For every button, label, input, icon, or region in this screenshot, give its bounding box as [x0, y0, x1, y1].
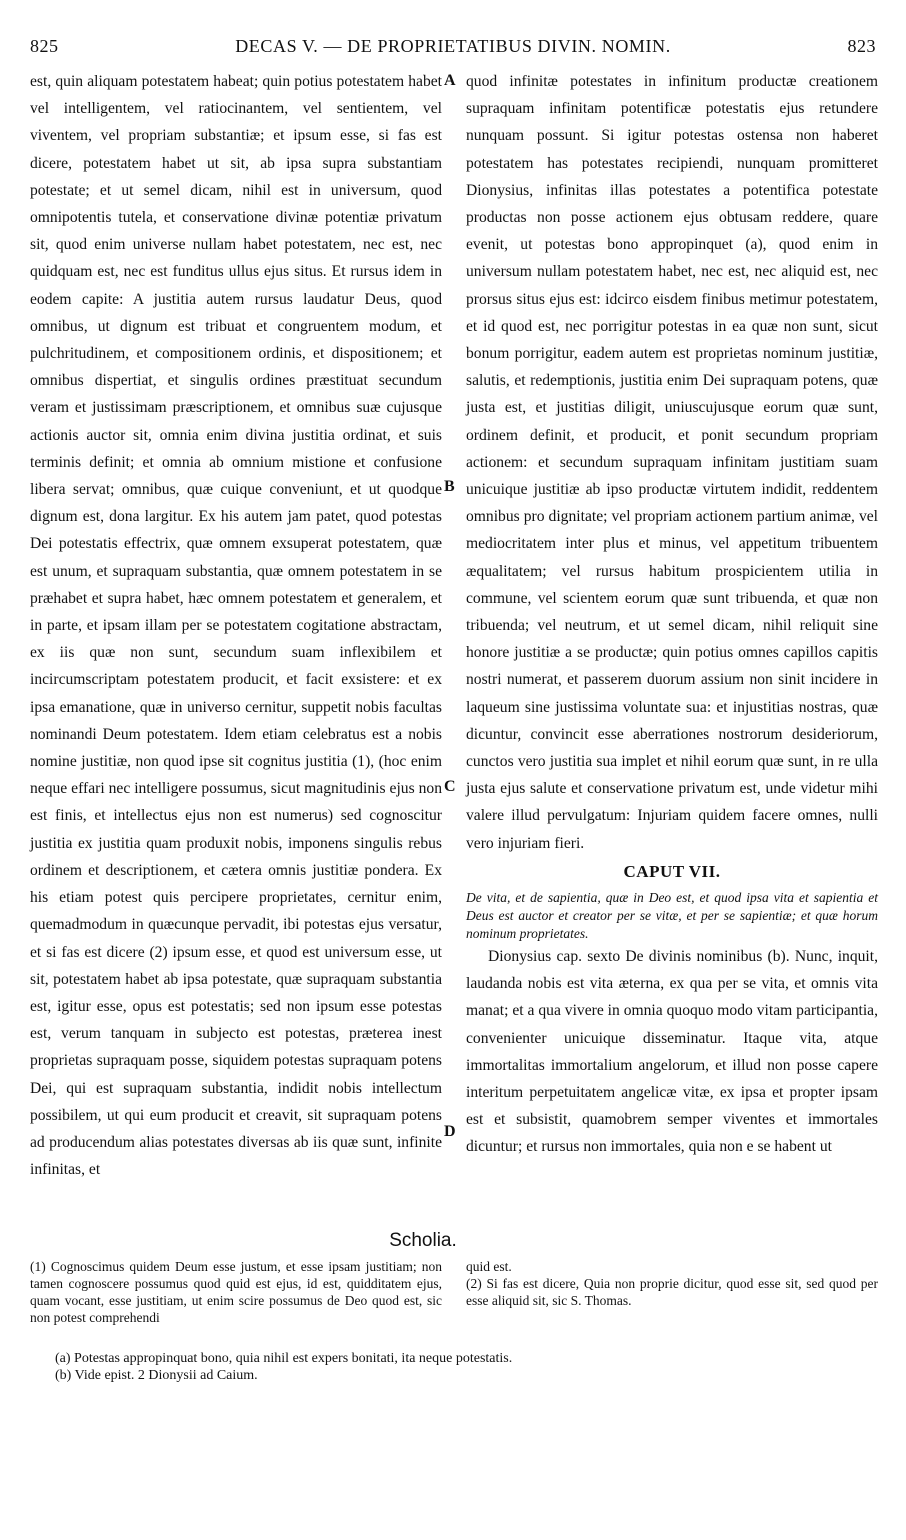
running-header: [30, 36, 876, 64]
scholia-left: [30, 1258, 442, 1326]
chapter-summary: De vita, et de sapientia, quæ in Deo est, et quod ipsa vita et sapientia et Deus est auctor et creator per se vitæ, et per se sapientiæ; et quæ horum nominum proprietates.: [466, 889, 878, 941]
scholia-heading: Scholia.: [389, 1230, 457, 1251]
right-column-text-top: quod infinitæ potestates in infinitum productæ creationem supraquam infinitam potentificæ potestatis ejus retundere nunquam possunt. Si igitur potestas ostensa non haberet potestatem has potestates recipiendi, nunquam promitteret Dionysius, infinitas illas potestates a potentifica potestate productas non posse actionem ejus obtusam reddere, quare evenit, ut potestas bono appropinquet (a), quod enim in universum nullam potestatem habet, nec est, nec aliquid est, nec prorsus situs ejus est: idcirco eisdem finibus metimur potestatem, et id quod est, nec porrigitur potestas in ea quæ non sunt, sicut bonum porrigitur, eadem autem est proprietas nominum justitiæ, salutis, et redemptionis, justitia enim Dei supraquam potens, quæ justa est, et justitias diligit, uniuscujusque eorum quæ sunt, ordinem definit, et producit, et ponit secundum propriam actionem: et secundum supraquam infinitam justitiam suam unicuique justitiæ ab ipso productæ virtutem indidit, reddentem omnibus pro dignitate; vel propriam actionem partium animæ, vel mediocritatem inter plus et minus, vel appetitum tribuentem æqualitatem; vel rursus habitum prospicientem utilia in commune, vel scientem eorum quæ sunt tribuenda, et quæ non tribuenda; vel neutrum, et ut semel dicam, nihil reliquit sine honore justitiæ a se productæ; quin potius omnes capillos capitis nostri numerat, et passerem duorum assium non sinit incidere in laqueum sine justissima voluntate sua: et injustitias nostras, quæ dicuntur, convincit esse aberrationes nostrorum desideriorum, cunctos vero justitia sua implet et nihil eorum quæ sunt, in re ulla justa ejus salute et conservatione privatum est, unde videtur mihi valere illud pervulgatum: Injuriam quidem facere omnes, nulli vero injuriam fieri.: [466, 73, 878, 852]
scholia-right: [466, 1258, 878, 1309]
right-column: [466, 68, 878, 1161]
scholion-1: (1) Cognoscimus quidem Deum esse justum, et esse ipsam justitiam; non tamen cognoscere possumus quod quid est ejus, id est, quidditatem ejus, quam vocant, esse justitiam, ut enim scire possumus de Deo quod est, sic non potest comprehendi: [30, 1259, 442, 1325]
margin-letter-b: B: [444, 478, 455, 495]
right-column-text-bottom: Dionysius cap. sexto De divinis nominibus (b). Nunc, inquit, laudanda nobis est vita æterna, ex qua per se vita, et omnis vita manat; et a qua vivere in omnia quoquo modo vitam participantia, convenienter unicuique disseminatur. Itaque vita, atque immortalitas immortalium angelorum, et illud non posse capere interitum perpetuitatem angelicæ vitæ, ex ipsa et propter ipsam est et subsistit, quamobrem semper viventes et immortales dicuntur; et rursus non immortales, quia non e se habent ut: [466, 947, 878, 1156]
margin-letter-a: A: [444, 72, 456, 89]
scholion-1-end: quid est.: [466, 1259, 512, 1274]
page-number-left: 825: [30, 36, 59, 56]
left-column: [30, 68, 442, 1183]
text-columns: [30, 68, 876, 1290]
running-title: DECAS V. — DE PROPRIETATIBUS DIVIN. NOMIN.: [235, 36, 671, 56]
footnote-b: (b) Vide epist. 2 Dionysii ad Caium.: [55, 1368, 258, 1383]
footnote-a: (a) Potestas appropinquat bono, quia nihil est expers bonitati, ita neque potestatis.: [55, 1351, 513, 1366]
footnotes: [55, 1350, 875, 1384]
margin-letter-c: C: [444, 778, 456, 795]
margin-letter-d: D: [444, 1123, 456, 1140]
page: [30, 36, 878, 1179]
page-number-right: 823: [847, 36, 876, 56]
scholion-2: (2) Si fas est dicere, Quia non proprie dicitur, quod esse sit, sed quod per esse aliquid sit, sic S. Thomas.: [466, 1276, 878, 1308]
chapter-heading: CAPUT VII.: [623, 861, 721, 881]
left-column-text: est, quin aliquam potestatem habeat; quin potius potestatem habet vel intelligentem, vel ratiocinantem, vel sentientem, vel viventem, vel propriam substantiæ; et ipsum esse, si fas est dicere, potestatem habet ut sit, ab ipsa supra substantiam potestate; et ut semel dicam, nihil est in universum, quod omnipotentis tutela, et conservatione divinæ potentiæ privatum sit, quod enim universe nullam habet potestatem, nec est, nec quidquam est, nec est funditus ullus ejus situs. Et rursus idem in eodem capite: A justitia autem rursus laudatur Deus, quod omnibus, ut dignum est tribuat et congruentem modum, et pulchritudinem, et compositionem ordinis, et dispositionem; et omnibus dispertiat, et singulis ordines præstituat secundum veram et justissimam præscriptionem, et omnibus suæ cujusque actionis auctor sit, omnia enim divina justitia ordinat, et suis terminis definit; et omnia ab omnium mistione et confusione libera servat; omnibus, quæ cuique conveniunt, et ut quodque dignum est, dona largitur. Ex his autem jam patet, quod potestas Dei potestatis effectrix, quæ omnem exsuperat potestatem, quæ est unum, et supraquam substantia, quæ omnem potestatem in se præhabet et supra habet, hæc omnem potestatem et generalem, et in parte, et ipsam illam per se potestatem cogitatione abstractam, ex iis quæ non sunt, secundum suam inflexibilem et incircumscriptam potestatem producit, et facit exsistere: et ex ipsa emanatione, quæ in universo cernitur, suppetit nobis facultas nominandi Deum potestatem. Idem etiam celebratus est a nobis nomine justitiæ, non quod ipse sit cognitus justitia (1), (hoc enim neque effari nec intelligere possumus, sicut magnitudinis ejus non est finis, et intellectus ejus non est numerus) sed cognoscitur justitia ex justitia quam produxit nobis, imponens singulis rebus ordinem et descriptionem, et cætera omnis justitiæ pondera. Ex his etiam potest quis percipere proprietates, cernitur enim, quemadmodum in quæcunque pervadit, ibi potestas ejus versatur, et si fas est dicere (2) ipsum esse, et quod est universum esse, ut sit, potestatem habet ab ipsa potestate, quæ supraquam substantia est, igitur esse, opus est potestatis; sed non ipsum esse potestas est, verum tanquam in subjecto est potestas, præterea inest proprietas supraquam posse, siquidem potestas supraquam potens Dei, qui est supraquam substantia, indidit nobis intellectum possibilem, ut qui eum producit et creavit, sit supraquam potens ad producendum alias potestates diversas ab iis quæ sunt, infinite infinitas, et: [30, 73, 442, 1179]
